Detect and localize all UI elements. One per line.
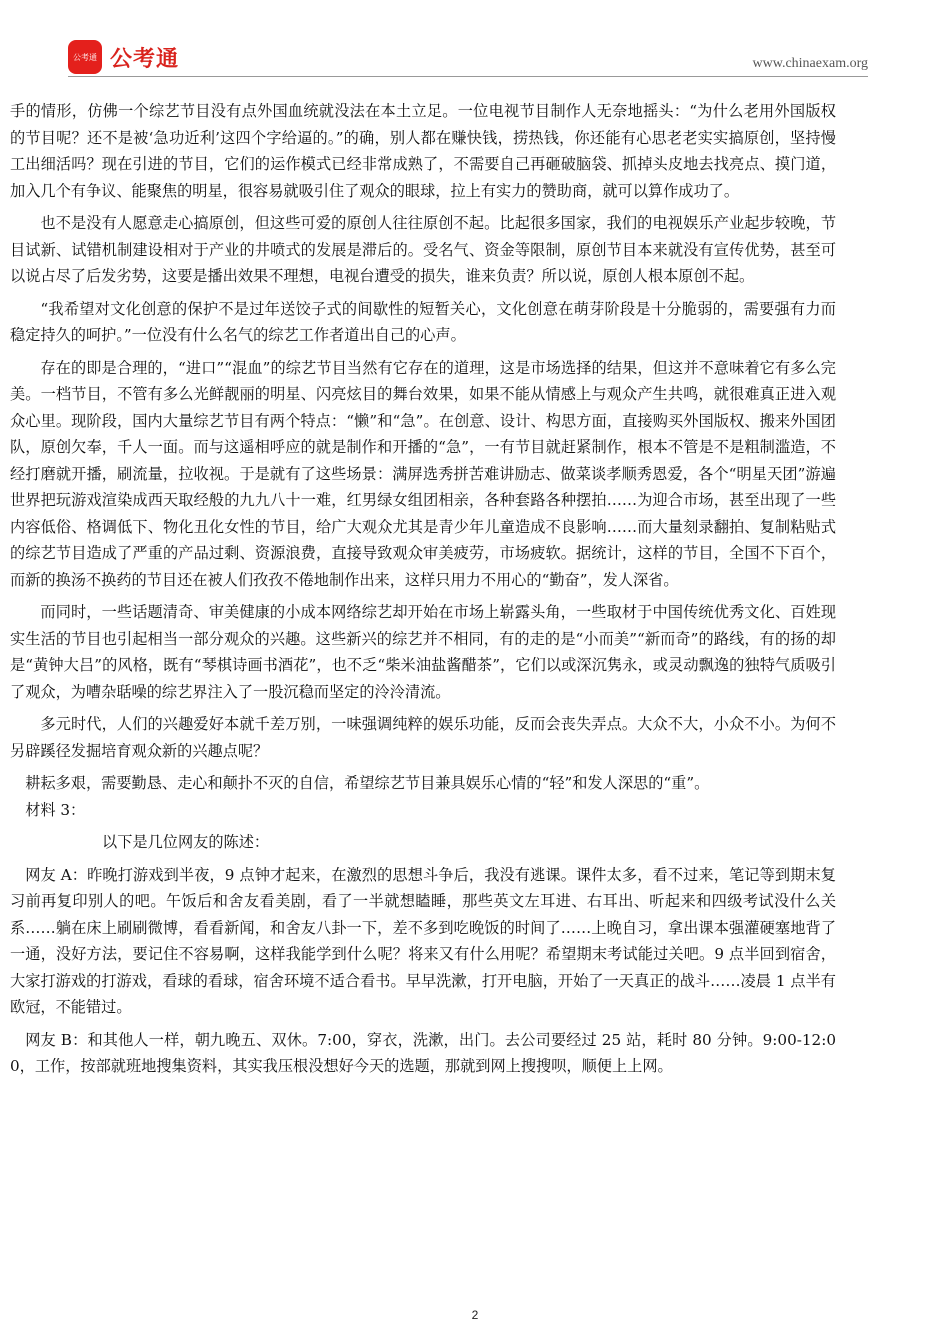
page-header — [68, 40, 868, 78]
header-divider — [68, 76, 868, 77]
paragraph-3: “我希望对文化创意的保护不是过年送饺子式的间歇性的短暂关心，文化创意在萌芽阶段是十分脆弱的，需要强有力而稳定持久的呵护。”一位没有什么名气的综艺工作者道出自己的心声。 — [10, 299, 836, 344]
page-number: 2 — [471, 1308, 479, 1322]
netizen-b-statement: 网友 B：和其他人一样，朝九晚五、双休。7:00，穿衣，洗漱，出门。去公司要经过 25 站，耗时 80 分钟。9:00-12:00，工作，按部就班地搜集资料，其实我压根没想好今天的选题，那就到网上搜搜呗，顺便上上网。 — [10, 1030, 836, 1075]
paragraph-4: 存在的即是合理的，“进口”“混血”的综艺节目当然有它存在的道理，这是市场选择的结果，但这并不意味着它有多么完美。一档节目，不管有多么光鲜靓丽的明星、闪亮炫目的舞台效果，如果不能从情感上与观众产生共鸣，就很难真正进入观众心里。现阶段，国内大量综艺节目有两个特点：“懒”和“急”。在创意、设计、构思方面，直接购买外国版权、搬来外国团队，原创欠奉，千人一面。而与这遥相呼应的就是制作和开播的“急”，一有节目就赶紧制作，根本不管是不是粗制滥造，不经打磨就开播，刷流量，拉收视。于是就有了这些场景：满屏选秀拼苦难讲励志、做菜谈孝顺秀恩爱，各个“明星天团”游遍世界把玩游戏渲染成西天取经般的九九八十一难，红男绿女组团相亲，各种套路各种摆拍……为迎合市场，甚至出现了一些内容低俗、格调低下、物化丑化女性的节目，给广大观众尤其是青少年儿童造成不良影响……而大量刻录翻拍、复制粘贴式的综艺节目造成了严重的产品过剩、资源浪费，直接导致观众审美疲劳，市场疲软。据统计，这样的节目，全国不下百个，而新的换汤不换药的节目还在被人们孜孜不倦地制作出来，这样只用力不用心的“勤奋”，发人深省。 — [10, 358, 836, 589]
netizen-a-statement: 网友 A：昨晚打游戏到半夜，9 点钟才起来，在激烈的思想斗争后，我没有逃课。课件太多，看不过来，笔记等到期末复习前再复印别人的吧。午饭后和舍友看美剧，看了一半就想瞌睡，那些英文左耳进、右耳出、听起来和四级考试没什么关系……躺在床上刷刷微博，看看新闻，和舍友八卦一下，差不多到吃晚饭的时间了……上晚自习，拿出课本强灌硬塞地背了一通，没好方法，要记住不容易啊，这样我能学到什么呢？将来又有什么用呢？希望期末考试能过关吧。9 点半回到宿舍，大家打游戏的打游戏，看球的看球，宿舍环境不适合看书。早早洗漱，打开电脑，开始了一天真正的战斗……凌晨 1 点半有欧冠，不能错过。 — [10, 865, 836, 1016]
document-body — [10, 98, 836, 1080]
logo-text: 公考通 — [110, 46, 180, 72]
paragraph-1: 手的情形，仿佛一个综艺节目没有点外国血统就没法在本土立足。一位电视节目制作人无奈地摇头：“为什么老用外国版权的节目呢？还不是被‘急功近利’这四个字给逼的。”的确，别人都在赚快钱，捞热钱，你还能有心思老老实实搞原创，坚持慢工出细活吗？现在引进的节目，它们的运作模式已经非常成熟了，不需要自己再砸破脑袋、抓掉头皮地去找亮点、摸门道，加入几个有争议、能聚焦的明星，很容易就吸引住了观众的眼球，拉上有实力的赞助商，就可以算作成功了。 — [10, 102, 836, 200]
paragraph-6: 多元时代，人们的兴趣爱好本就千差万别，一味强调纯粹的娱乐功能，反而会丧失弄点。大众不大，小众不小。为何不另辟蹊径发掘培育观众新的兴趣点呢？ — [10, 715, 836, 760]
intro-line: 以下是几位网友的陈述： — [102, 833, 270, 851]
brand-logo — [68, 40, 179, 74]
paragraph-2: 也不是没有人愿意走心搞原创，但这些可爱的原创人往往原创不起。比起很多国家，我们的电视娱乐产业起步较晚，节目试新、试错机制建设相对于产业的井喷式的发展是滞后的。受名气、资金等限制，原创节目本来就没有宣传优势，甚至可以说占尽了后发劣势，这要是播出效果不理想，电视台遭受的损失，谁来负责？所以说，原创人根本原创不起。 — [10, 214, 836, 285]
logo-icon: 公考通 — [68, 40, 102, 74]
paragraph-7: 耕耘多艰，需要勤恳、走心和颠扑不灭的自信，希望综艺节目兼具娱乐心情的“轻”和发人深思的“重”。 — [25, 774, 710, 792]
material-heading: 材料 3： — [25, 800, 86, 819]
paragraph-5: 而同时，一些话题清奇、审美健康的小成本网络综艺却开始在市场上崭露头角，一些取材于中国传统优秀文化、百姓现实生活的节目也引起相当一部分观众的兴趣。这些新兴的综艺并不相同，有的走的是“小而美”“新而奇”的路线，有的扬的却是“黄钟大吕”的风格，既有“琴棋诗画书酒花”，也不乏“柴米油盐酱醋茶”，它们以或深沉隽永，或灵动飘逸的独特气质吸引了观众，为嘈杂聒噪的综艺界注入了一股沉稳而坚定的泠泠清流。 — [10, 603, 836, 701]
site-url[interactable]: www.chinaexam.org — [752, 56, 868, 71]
